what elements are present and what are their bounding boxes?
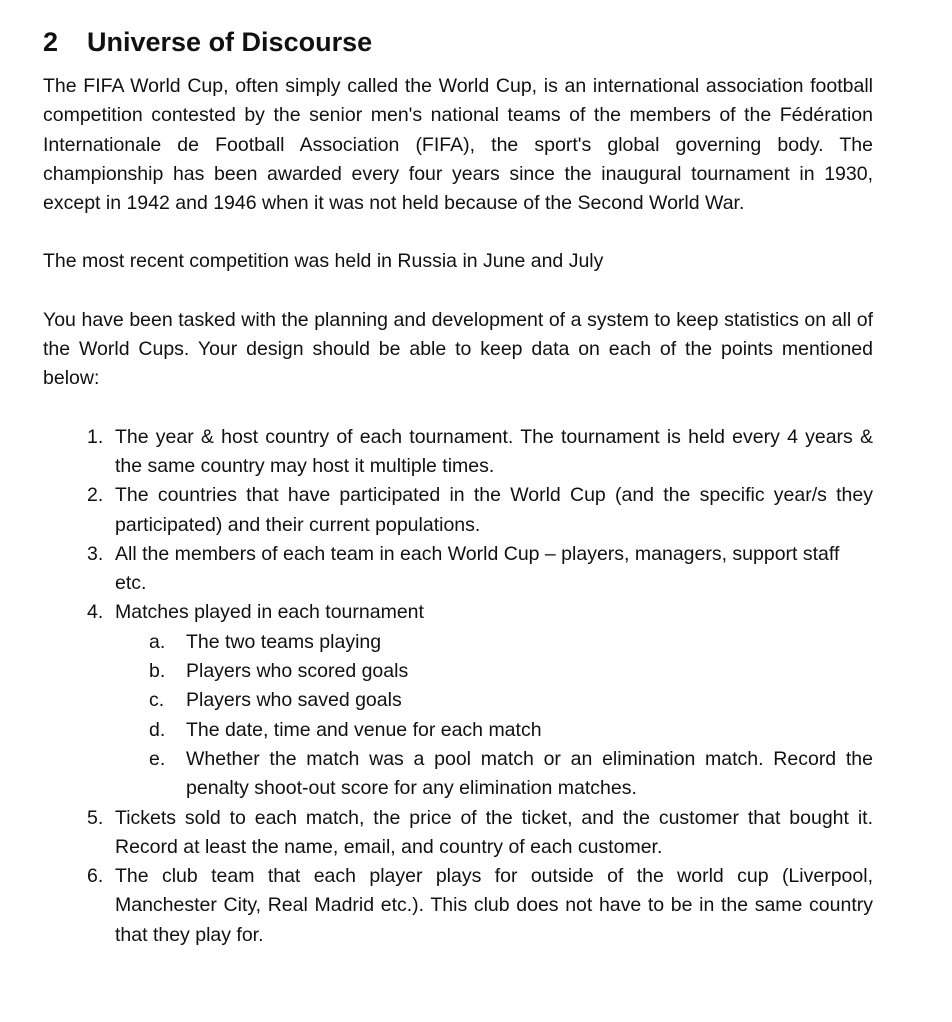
sublist-item (115, 716, 873, 745)
sublist-item-text: Whether the match was a pool match or an elimination match. Record the penalty shoot-out score for any elimination matches. (186, 747, 873, 800)
list-item-number: 4. (87, 601, 104, 624)
sublist-item (115, 628, 873, 657)
sublist-item-text: Players who saved goals (186, 689, 402, 712)
list-item (43, 598, 873, 803)
list-item-number: 5. (87, 806, 104, 829)
document-page (43, 24, 873, 950)
list-item-number: 1. (87, 425, 104, 448)
list-item-text: All the members of each team in each World Cup – players, managers, support staff etc. (115, 542, 840, 595)
task-paragraph: You have been tasked with the planning and development of a system to keep statistics on all of the World Cups. Your design should be able to keep data on each of the points mentioned below: (43, 308, 873, 390)
section-heading (43, 24, 873, 60)
sublist-item-letter: c. (149, 689, 165, 712)
list-item (43, 481, 873, 540)
list-item-number: 3. (87, 542, 104, 565)
sublist-item-text: The date, time and venue for each match (186, 718, 542, 741)
intro-paragraph: The FIFA World Cup, often simply called the World Cup, is an international association football competition contested by the senior men's national teams of the members of the Fédération Internationale de Football Association (FIFA), the sport's global governing body. The championship has been awarded every four years since the inaugural tournament in 1930, except in 1942 and 1946 when it was not held because of the Second World War. (43, 75, 873, 215)
sublist-item-letter: e. (149, 747, 166, 770)
list-item-number: 2. (87, 484, 104, 507)
sublist-item-letter: d. (149, 718, 166, 741)
recent-competition-paragraph: The most recent competition was held in Russia in June and July (43, 250, 604, 273)
match-details-sublist (115, 628, 873, 804)
sublist-item-letter: a. (149, 630, 166, 653)
list-item-text: The club team that each player plays for outside of the world cup (Liverpool, Manchester City, Real Madrid etc.). This club does not have to be in the same country that they play for. (115, 865, 873, 946)
sublist-item-letter: b. (149, 660, 166, 683)
list-item (43, 423, 873, 482)
section-number: 2 (43, 27, 59, 57)
section-title: Universe of Discourse (87, 27, 373, 57)
list-item (43, 804, 873, 863)
list-item-number: 6. (87, 865, 104, 888)
sublist-item-text: Players who scored goals (186, 660, 409, 683)
list-item-text: The year & host country of each tournament. The tournament is held every 4 years & the same country may host it multiple times. (115, 425, 873, 477)
sublist-item (115, 745, 873, 804)
sublist-item-text: The two teams playing (186, 630, 382, 653)
sublist-item (115, 686, 873, 715)
list-item (43, 862, 873, 950)
list-item-text: The countries that have participated in the World Cup (and the specific year/s they participated) and their current populations. (115, 484, 873, 536)
list-item-text: Matches played in each tournament (115, 601, 424, 624)
requirements-list (43, 423, 873, 950)
list-item (43, 540, 873, 599)
sublist-item (115, 657, 873, 686)
list-item-text: Tickets sold to each match, the price of the ticket, and the customer that bought it. Record at least the name, email, and country of each customer. (115, 806, 873, 858)
